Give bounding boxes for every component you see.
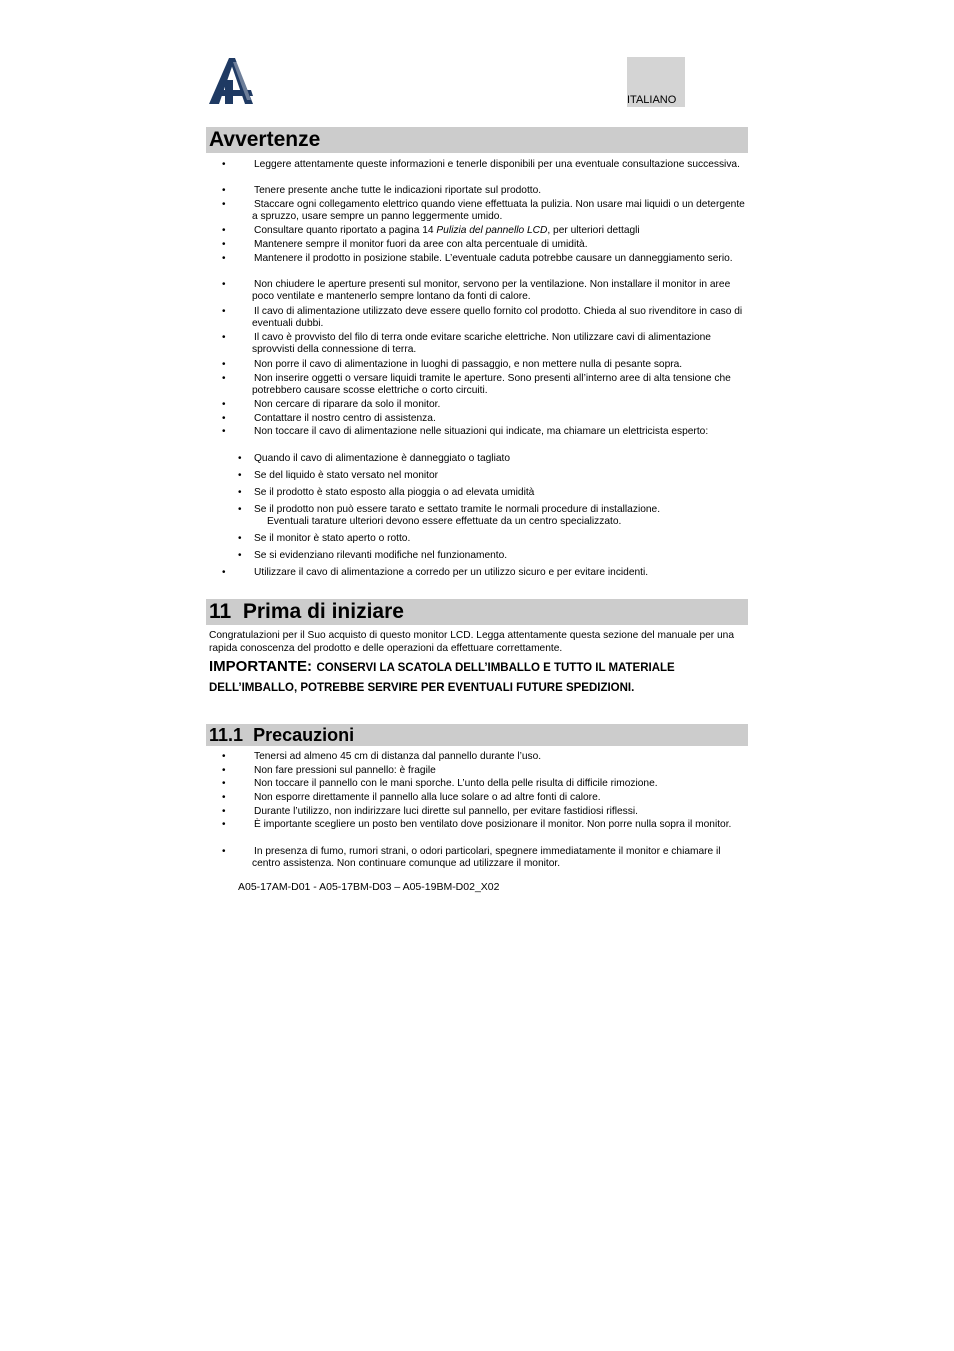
important-text: DELL’IMBALLO, POTREBBE SERVIRE PER EVENTUALI FUTURE SPEDIZIONI.	[209, 682, 635, 694]
sub-bullet: •	[238, 504, 242, 515]
sub-list-item: Se il prodotto non può essere tarato e settato tramite le normali procedure di installazione.	[254, 504, 661, 515]
sub-list-item: Se il prodotto è stato esposto alla pioggia o ad elevata umidità	[254, 487, 535, 498]
intro-paragraph: Congratulazioni per il Suo acquisto di questo monitor LCD. Legga attentamente questa sezione del manuale per una rapida conoscenza del prodotto e delle operazioni da effettuare correttamente.	[209, 630, 734, 654]
list-item: Non porre il cavo di alimentazione in luoghi di passaggio, e non mettere nulla di pesante sopra.	[254, 359, 683, 370]
bullet: •	[222, 159, 226, 170]
section-title-prima-di-iniziare	[209, 600, 404, 624]
list-item: In presenza di fumo, rumori strani, o odori particolari, spegnere immediatamente il monitor e chiamare il centro assistenza. Non continuare comunque ad utilizzare il monitor.	[252, 846, 721, 870]
list-item: Non cercare di riparare da solo il monitor.	[254, 399, 441, 410]
sub-list-item: Se il monitor è stato aperto o rotto.	[254, 533, 411, 544]
bullet: •	[222, 359, 226, 370]
list-item-text: , per ulteriori dettagli	[547, 225, 640, 236]
list-item: Staccare ogni collegamento elettrico quando viene effettuata la pulizia. Non usare mai liquidi o un detergente a spruzzo, usare sempre un panno leggermente umido.	[252, 199, 745, 223]
bullet: •	[222, 806, 226, 817]
list-item: Tenersi ad almeno 45 cm di distanza dal pannello durante l’uso.	[254, 751, 542, 762]
bullet: •	[222, 792, 226, 803]
sub-list-item: Se del liquido è stato versato nel monitor	[254, 470, 439, 481]
section-title-text: Precauzioni	[253, 725, 355, 745]
list-item-text: Consultare quanto riportato a pagina 14	[254, 225, 437, 236]
list-item: Durante l’utilizzo, non indirizzare luci dirette sul pannello, per evitare fastidiosi riflessi.	[254, 806, 638, 817]
important-notice-line-1	[209, 657, 749, 678]
important-text: CONSERVI LA SCATOLA DELL’IMBALLO E TUTTO IL MATERIALE	[316, 662, 675, 674]
bullet: •	[222, 399, 226, 410]
important-notice-line-2	[209, 677, 749, 698]
sub-list-item: Quando il cavo di alimentazione è danneggiato o tagliato	[254, 453, 511, 464]
list-item: Non fare pressioni sul pannello: è fragile	[254, 765, 436, 776]
list-item: Non toccare il cavo di alimentazione nelle situazioni qui indicate, ma chiamare un elettricista esperto:	[254, 426, 709, 437]
bullet: •	[222, 239, 226, 250]
sub-list-item-continuation: Eventuali tarature ulteriori devono essere effettuate da un centro specializzato.	[267, 516, 622, 527]
bullet: •	[222, 332, 226, 343]
sub-bullet: •	[238, 533, 242, 544]
sub-bullet: •	[238, 487, 242, 498]
list-item: Utilizzare il cavo di alimentazione a corredo per un utilizzo sicuro e per evitare incidenti.	[254, 567, 649, 578]
bullet: •	[222, 279, 226, 290]
important-label: IMPORTANTE:	[209, 658, 313, 675]
bullet: •	[222, 199, 226, 210]
list-item: Il cavo è provvisto del filo di terra onde evitare scariche elettriche. Non utilizzare cavi di alimentazione sprovvisti della connessione di terra.	[252, 332, 711, 356]
bullet: •	[222, 413, 226, 424]
language-label: ITALIANO	[627, 94, 677, 106]
bullet: •	[222, 846, 226, 857]
sub-bullet: •	[238, 550, 242, 561]
list-item: Contattare il nostro centro di assistenza.	[254, 413, 436, 424]
bullet: •	[222, 185, 226, 196]
section-number: 11	[209, 600, 232, 623]
list-item: Tenere presente anche tutte le indicazioni riportate sul prodotto.	[254, 185, 542, 196]
list-item: Mantenere sempre il monitor fuori da aree con alta percentuale di umidità.	[254, 239, 588, 250]
bullet: •	[222, 426, 226, 437]
bullet: •	[222, 373, 226, 384]
list-item: Non inserire oggetti o versare liquidi tramite le aperture. Sono presenti all’interno aree di alta tensione che potrebbero causare scosse elettriche o corto circuiti.	[252, 373, 731, 397]
list-item	[252, 225, 747, 237]
section-number: 11.1	[209, 725, 244, 745]
sub-list-item: Se si evidenziano rilevanti modifiche nel funzionamento.	[254, 550, 508, 561]
brand-logo-icon	[207, 56, 255, 106]
list-item: Non chiudere le aperture presenti sul monitor, servono per la ventilazione. Non installare il monitor in aree poco ventilate e mantenerlo sempre lontano da fonti di calore.	[252, 279, 731, 303]
sub-bullet: •	[238, 453, 242, 464]
bullet: •	[222, 567, 226, 578]
bullet: •	[222, 253, 226, 264]
section-title-avvertenze: Avvertenze	[209, 128, 321, 151]
list-item: Mantenere il prodotto in posizione stabile. L’eventuale caduta potrebbe causare un danneggiamento serio.	[254, 253, 733, 264]
list-item: Il cavo di alimentazione utilizzato deve essere quello fornito col prodotto. Chieda al suo rivenditore in caso di eventuali dubbi.	[252, 306, 743, 330]
list-item: È importante scegliere un posto ben ventilato dove posizionare il monitor. Non porre nulla sopra il monitor.	[254, 819, 732, 830]
bullet: •	[222, 225, 226, 236]
section-title-text: Prima di iniziare	[242, 600, 404, 623]
bullet: •	[222, 751, 226, 762]
bullet: •	[222, 778, 226, 789]
bullet: •	[222, 765, 226, 776]
list-item: Leggere attentamente queste informazioni e tenerle disponibili per una eventuale consultazione successiva.	[254, 159, 740, 170]
model-codes-footer: A05-17AM-D01 - A05-17BM-D03 – A05-19BM-D02_X02	[238, 881, 500, 893]
bullet: •	[222, 819, 226, 830]
subsection-title-precauzioni	[209, 725, 354, 745]
list-item: Non toccare il pannello con le mani sporche. L’unto della pelle risulta di difficile rimozione.	[254, 778, 658, 789]
page-reference: Pulizia del pannello LCD	[436, 225, 548, 236]
list-item: Non esporre direttamente il pannello alla luce solare o ad altre fonti di calore.	[254, 792, 601, 803]
bullet: •	[222, 306, 226, 317]
sub-bullet: •	[238, 470, 242, 481]
